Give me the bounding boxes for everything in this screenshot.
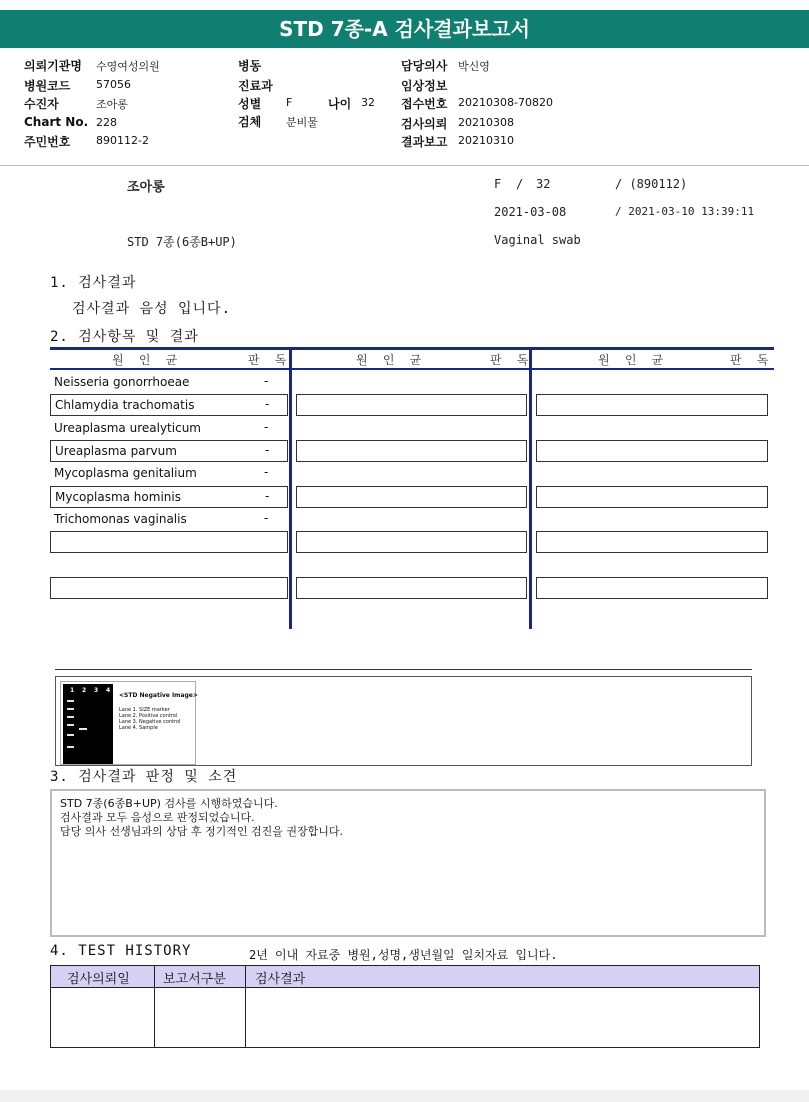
gel-legend-line: Lane 3. Negative control [119,719,181,725]
history-column-divider [154,966,155,1047]
table-row [50,372,288,394]
report-date-label: 결과보고 [401,135,448,149]
clinical-info-label: 임상정보 [401,79,448,93]
chart-no-label: Chart No. [24,115,89,129]
table-row [50,486,288,508]
pathogen-name: Neisseria gonorrhoeae [54,375,190,389]
request-date-value: 20210308 [458,116,514,129]
sex-value: F [286,96,293,109]
table-divider-2 [529,347,532,629]
opinion-box [50,789,766,937]
page-footer-strip [0,1090,809,1102]
patient-value: 조아롱 [96,98,128,111]
hospital-code-label: 병원코드 [24,79,71,93]
gel-band [67,708,74,710]
history-note: 2년 이내 자료중 병원,성명,생년월일 일치자료 입니다. [249,948,558,962]
summary-age: 32 [536,177,551,191]
history-table-header [51,966,759,988]
summary-sex: F [494,177,502,191]
pathogen-name: Mycoplasma hominis [55,490,181,504]
col-header-result: 판 독 [730,353,773,367]
history-col-request-date: 검사의뢰일 [67,972,130,987]
department-label: 진료과 [238,79,273,93]
pathogen-result: - [265,489,270,503]
gel-band [67,700,74,702]
section1-heading: 1. 검사결과 [50,275,137,291]
ward-label: 병동 [238,59,262,73]
empty-row-box [296,531,527,553]
doctor-value: 박신영 [458,60,490,73]
age-value: 32 [361,96,375,109]
pathogen-result: - [265,443,270,457]
rrn-label: 주민번호 [24,135,71,149]
result-statement: 검사결과 음성 입니다. [72,301,232,317]
gel-band [67,746,74,748]
receipt-no-label: 접수번호 [401,97,448,111]
empty-row-box [536,531,768,553]
chart-no-value: 228 [96,116,117,129]
institution-value: 수영여성의원 [96,60,160,73]
table-row [50,463,288,485]
empty-row-box [50,531,288,553]
gel-band [67,724,74,726]
col-header-pathogen: 원 인 균 [112,353,182,367]
empty-row-box [296,394,527,416]
pathogen-result: - [264,511,269,525]
col-header-pathogen: 원 인 균 [356,353,426,367]
empty-row-box [536,440,768,462]
lane-label: 1 [70,687,75,694]
pathogen-name: Chlamydia trachomatis [55,398,195,412]
lane-label: 3 [94,687,99,694]
table-row [50,394,288,416]
report-title: STD 7종-A 검사결과보고서 [0,10,809,48]
report-date-value: 20210310 [458,134,514,147]
receipt-no-value: 20210308-70820 [458,96,553,109]
table-divider-1 [289,347,292,629]
history-col-report-type: 보고서구분 [163,972,226,987]
pathogen-name: Ureaplasma parvum [55,444,177,458]
pathogen-name: Mycoplasma genitalium [54,466,197,480]
hospital-code-value: 57056 [96,78,131,91]
empty-row-box [50,577,288,599]
history-column-divider [245,966,246,1047]
doctor-label: 담당의사 [401,59,448,73]
gel-image-area [55,676,752,766]
pathogen-result: - [264,374,269,388]
patient-label: 수진자 [24,97,59,111]
pathogen-name: Trichomonas vaginalis [54,512,187,526]
pathogen-name: Ureaplasma urealyticum [54,421,201,435]
summary-test-name: STD 7종(6종B+UP) [127,235,237,249]
table-row [50,418,288,440]
col-header-result: 판 독 [490,353,533,367]
report-header [0,48,809,166]
table-row [50,440,288,462]
rrn-value: 890112-2 [96,134,149,147]
section2-heading: 2. 검사항목 및 결과 [50,329,199,345]
empty-row-box [536,486,768,508]
gel-legend-line: Lane 4. Sample [119,725,158,731]
gel-image-thumbnail [60,681,196,765]
lane-label: 2 [82,687,87,694]
lane-label: 4 [106,687,111,694]
pathogen-result: - [264,465,269,479]
empty-row-box [296,577,527,599]
table-row [50,509,288,531]
empty-row-box [296,486,527,508]
section3-heading: 3. 검사결과 판정 및 소견 [50,769,238,785]
gel-legend-line: Lane 2. Positive control [119,713,178,719]
summary-patient-name: 조아롱 [127,180,165,195]
col-header-result: 판 독 [248,353,291,367]
summary-specimen: Vaginal swab [494,233,581,247]
pathogen-result: - [264,420,269,434]
opinion-line: STD 7종(6종B+UP) 검사를 시행하였습니다. [60,797,278,810]
gel-band [79,728,87,730]
gel-photo [63,684,113,764]
specimen-value: 분비물 [286,116,318,129]
opinion-line: 담당 의사 선생님과의 상담 후 정기적인 검진을 권장합니다. [60,825,343,838]
empty-row-box [536,577,768,599]
empty-row-box [296,440,527,462]
summary-rrn: / (890112) [615,177,688,191]
gel-legend-line: Lane 1. SIZE marker [119,707,170,713]
table-top-rule [50,347,774,350]
summary-report-datetime: / 2021-03-10 13:39:11 [615,205,755,218]
gel-band [67,734,74,736]
table-header-rule [50,368,774,370]
gel-image-title: <STD Negative Image> [119,692,198,699]
history-col-result: 검사결과 [255,972,306,987]
pathogen-result: - [265,397,270,411]
institution-label: 의뢰기관명 [24,59,82,73]
history-table [50,965,760,1048]
request-date-label: 검사의뢰 [401,117,448,131]
image-top-rule [55,669,752,670]
section4-heading: 4. TEST HISTORY [50,943,192,959]
specimen-label: 검체 [238,115,262,129]
summary-request-date: 2021-03-08 [494,205,567,219]
summary-separator: / [516,177,524,191]
empty-row-box [536,394,768,416]
col-header-pathogen: 원 인 균 [598,353,668,367]
age-label: 나이 [328,97,352,111]
gel-band [67,716,74,718]
opinion-line: 검사결과 모두 음성으로 판정되었습니다. [60,811,255,824]
sex-label: 성별 [238,97,262,111]
